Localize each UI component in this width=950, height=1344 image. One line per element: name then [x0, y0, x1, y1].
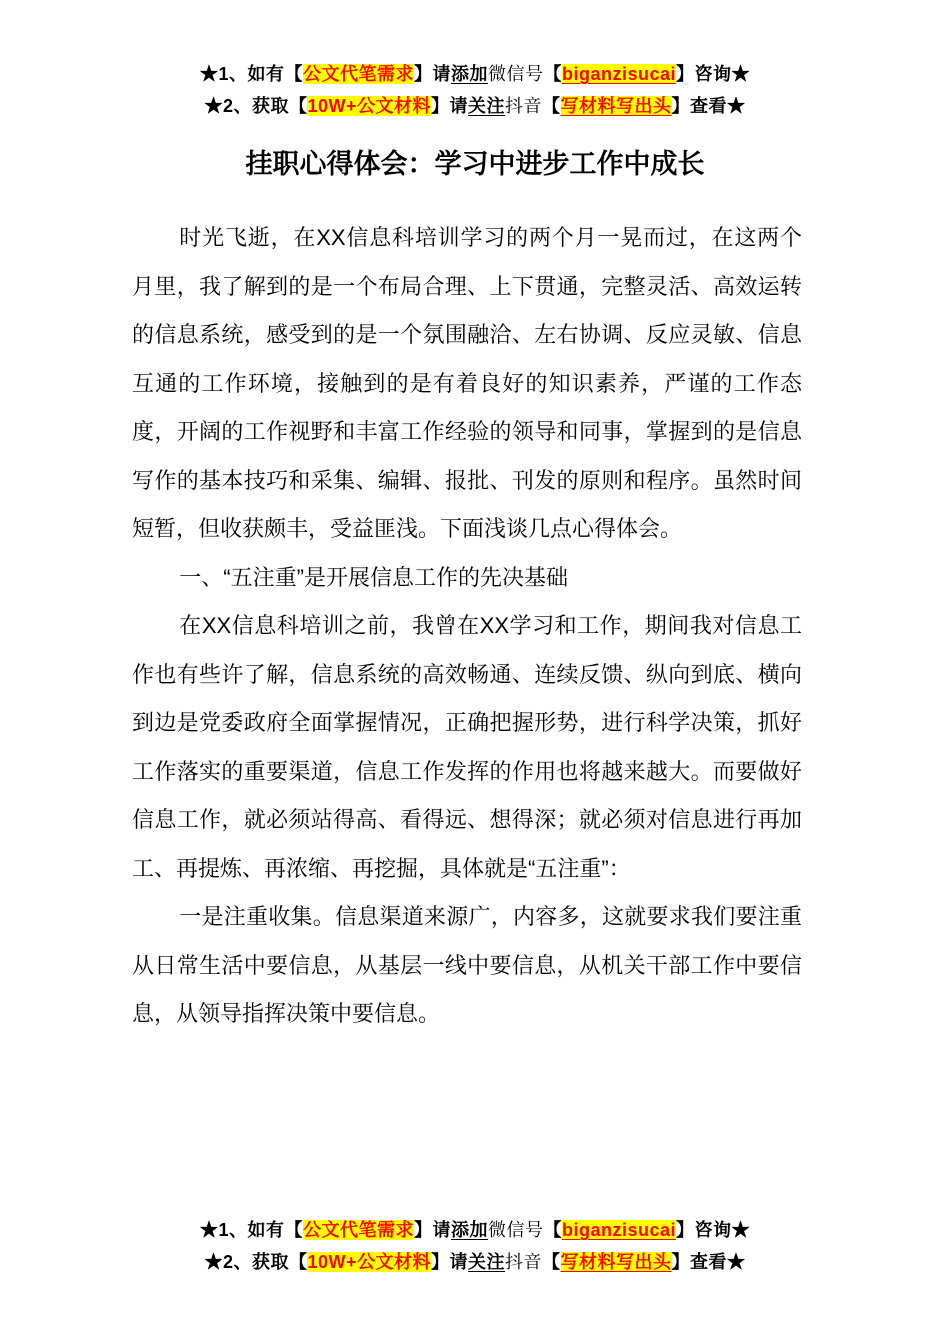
promo-segment: 微信号: [487, 1220, 544, 1240]
document-body: [132, 214, 802, 1039]
promo-segment: 添加: [450, 64, 488, 84]
promo-segment: 关注: [468, 1252, 506, 1272]
promo-segment: 公文代笔需求: [302, 1220, 414, 1240]
promo-segment: 】请: [413, 1220, 451, 1240]
promo-segment: 】请: [431, 1252, 469, 1272]
promo-segment: 写材料写出头: [560, 1252, 672, 1272]
promo-segment: 】咨询★: [676, 1220, 751, 1240]
promo-segment: 写材料写出头: [560, 96, 672, 116]
promo-segment: 关注: [468, 96, 506, 116]
body-paragraph: 时光飞逝，在XX信息科培训学习的两个月一晃而过，在这两个月里，我了解到的是一个布局合理、上下贯通，完整灵活、高效运转的信息系统，感受到的是一个氛围融洽、左右协调、反应灵敏、信息互通的工作环境，接触到的是有着良好的知识素养，严谨的工作态度，开阔的工作视野和丰富工作经验的领导和同事，掌握到的是信息写作的基本技巧和采集、编辑、报批、刊发的原则和程序。虽然时间短暂，但收获颇丰，受益匪浅。下面浅谈几点心得体会。: [132, 225, 802, 541]
promo-segment: 微信号: [487, 64, 544, 84]
body-paragraph: 在XX信息科培训之前，我曾在XX学习和工作，期间我对信息工作也有些许了解，信息系统的高效畅通、连续反馈、纵向到底、横向到边是党委政府全面掌握情况，正确把握形势，进行科学决策，抓好工作落实的重要渠道，信息工作发挥的作用也将越来越大。而要做好信息工作，就必须站得高、看得远、想得深；就必须对信息进行再加工、再提炼、再浓缩、再挖掘，具体就是“五注重”：: [132, 613, 802, 881]
promo-segment: 抖音: [505, 96, 543, 116]
promo-segment: 抖音: [505, 1252, 543, 1272]
promo-segment: ★1、如有【: [199, 64, 303, 84]
promo-segment: 【: [542, 96, 561, 116]
promo-segment: 公文代笔需求: [302, 64, 414, 84]
promo-segment: 10W+公文材料: [307, 1252, 432, 1272]
promo-segment: biganzisucai: [561, 1220, 677, 1240]
promo-segment: 【: [543, 1220, 562, 1240]
promo-footer: [0, 1214, 950, 1278]
promo-segment: biganzisucai: [561, 64, 677, 84]
promo-footer-line-1: [0, 1214, 950, 1246]
promo-segment: 添加: [450, 1220, 488, 1240]
body-paragraph: 一是注重收集。信息渠道来源广，内容多，这就要求我们要注重从日常生活中要信息，从基层一线中要信息，从机关干部工作中要信息，从领导指挥决策中要信息。: [132, 904, 802, 1026]
promo-header-line-2: [0, 90, 950, 122]
promo-segment: 】查看★: [671, 1252, 746, 1272]
promo-footer-line-2: [0, 1246, 950, 1278]
promo-segment: 10W+公文材料: [307, 96, 432, 116]
promo-segment: ★2、获取【: [204, 1252, 308, 1272]
promo-segment: 【: [542, 1252, 561, 1272]
promo-segment: 】查看★: [671, 96, 746, 116]
promo-segment: 】请: [431, 96, 469, 116]
promo-segment: ★2、获取【: [204, 96, 308, 116]
promo-segment: 】咨询★: [676, 64, 751, 84]
promo-segment: 【: [543, 64, 562, 84]
section-heading: 一、“五注重”是开展信息工作的先决基础: [179, 564, 568, 590]
promo-segment: ★1、如有【: [199, 1220, 303, 1240]
promo-header: [0, 0, 950, 122]
document-title: 挂职心得体会：学习中进步工作中成长: [245, 149, 705, 179]
promo-header-line-1: [0, 58, 950, 90]
promo-segment: 】请: [413, 64, 451, 84]
